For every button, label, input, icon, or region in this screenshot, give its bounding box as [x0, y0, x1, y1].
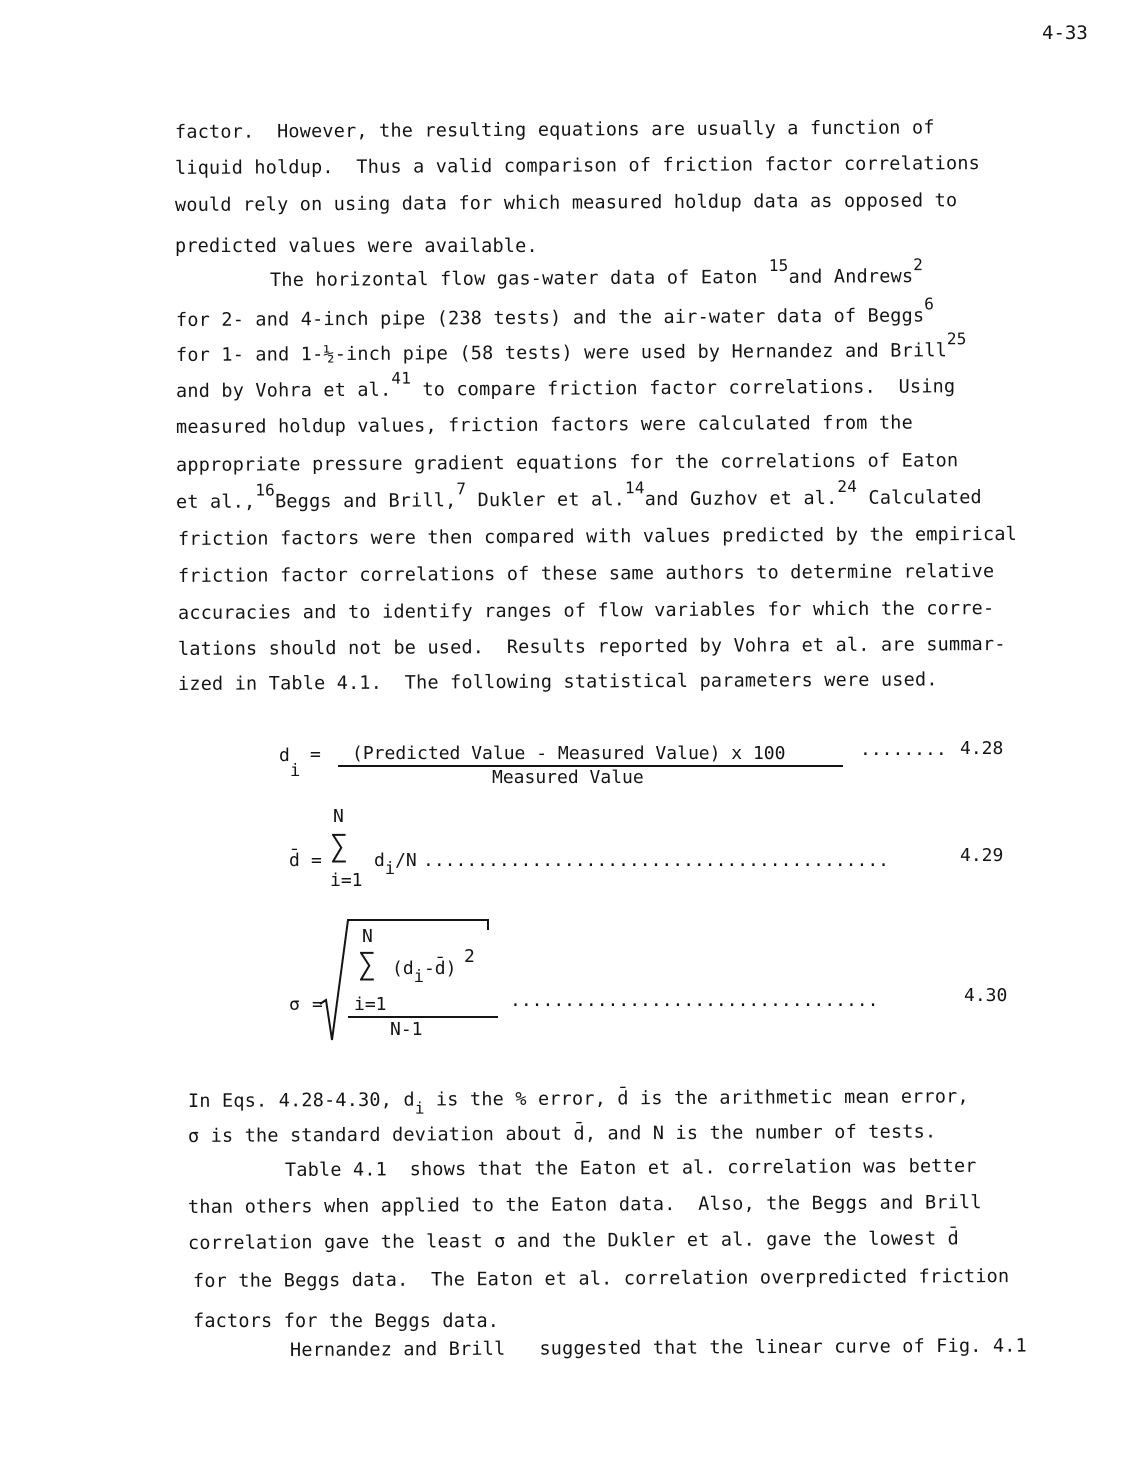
paragraph4-line-2: than others when applied to the Eaton data. Also, the Beggs and Brill — [187, 1192, 982, 1218]
paragraph1-line-2: liquid holdup. Thus a valid comparison of friction factor correlations — [174, 153, 981, 179]
reference-superscript: 6 — [924, 294, 935, 314]
paragraph2-line-6: appropriate pressure gradient equations for the correlations of Eaton — [175, 450, 959, 476]
reference-superscript: 41 — [391, 368, 412, 388]
reference-superscript: 2 — [913, 255, 924, 275]
eq429-lower-limit: i=1 — [330, 870, 363, 891]
eq428-lhs: d — [279, 745, 290, 766]
paragraph3-line-2: σ is the standard deviation about d̄, and N is the number of tests. — [187, 1121, 937, 1147]
paragraph4-line-4: for the Beggs data. The Eaton et al. correlation overpredicted friction — [192, 1266, 1010, 1292]
eq429-equals: = — [311, 850, 322, 871]
paragraph5-line-1: Hernandez and Brill suggested that the linear curve of Fig. 4.1 — [289, 1335, 1028, 1361]
text: et al., — [175, 491, 256, 513]
text: to compare friction factor correlations. Using — [411, 376, 956, 401]
text: and Guzhov et al. — [644, 487, 838, 511]
paragraph2-line-3 — [175, 329, 967, 366]
eq429-leader-dots: ........................................... — [423, 850, 889, 871]
reference-superscript: 25 — [946, 329, 967, 349]
text: In Eqs. 4.28-4.30, d — [187, 1089, 415, 1112]
eq430-lower-limit: i=1 — [354, 994, 387, 1015]
eq428-equals: = — [310, 744, 321, 765]
text: (d — [392, 958, 414, 979]
summation-icon: ∑ — [330, 829, 349, 864]
text: Calculated — [857, 487, 982, 509]
reference-superscript: 16 — [255, 480, 276, 500]
text: is the % error, d̄ is the arithmetic mean error, — [424, 1086, 969, 1111]
paragraph2-line-5: measured holdup values, friction factors were calculated from the — [175, 412, 914, 438]
paragraph2-line-4 — [175, 368, 956, 402]
eq428-numerator: (Predicted Value - Measured Value) x 100 — [352, 743, 786, 764]
eq430-number: 4.30 — [964, 985, 1008, 1006]
eq430-leader-dots: .................................. — [510, 990, 879, 1011]
page-number: 4-33 — [1042, 22, 1088, 44]
paragraph2-line-1 — [269, 255, 924, 291]
eq430-body — [392, 958, 457, 987]
text: Beggs and Brill, — [274, 490, 457, 513]
paragraph2-line-12: ized in Table 4.1. The following statistical parameters were used. — [177, 669, 938, 695]
eq429-lhs: d̄ — [289, 850, 300, 871]
paragraph4-line-1: Table 4.1 shows that the Eaton et al. correlation was better — [284, 1155, 977, 1181]
eq430-upper-limit: N — [362, 926, 373, 947]
eq428-number: 4.28 — [960, 738, 1004, 759]
paragraph2-line-2 — [175, 294, 935, 331]
paragraph2-line-11: lations should not be used. Results reported by Vohra et al. are summar- — [177, 633, 1006, 660]
paragraph2-line-8: friction factors were then compared with values predicted by the empirical — [177, 523, 1018, 550]
eq428-leader-dots: ........ — [860, 739, 947, 760]
subscript: i — [414, 1098, 425, 1118]
paragraph3-line-1 — [187, 1086, 969, 1118]
text: /N — [395, 850, 417, 871]
eq428-denominator: Measured Value — [492, 767, 644, 788]
eq430-lhs: σ — [289, 994, 300, 1015]
summation-icon: ∑ — [358, 947, 377, 982]
eq430-equals: = — [312, 994, 323, 1015]
paragraph1-line-1: factor. However, the resulting equations are usually a function of — [174, 117, 935, 143]
reference-superscript: 14 — [624, 478, 645, 498]
text: and Andrews — [788, 266, 914, 288]
fraction-bar — [348, 1016, 498, 1018]
paragraph2-line-10: accuracies and to identify ranges of flow variables for which the corre- — [177, 598, 995, 624]
reference-superscript: 7 — [456, 479, 467, 499]
eq429-body — [374, 850, 417, 879]
text: d — [374, 850, 385, 871]
eq429-upper-limit: N — [333, 806, 344, 827]
reference-superscript: 24 — [837, 476, 858, 496]
paragraph2-line-7 — [175, 476, 982, 513]
text: -d̄) — [423, 958, 457, 979]
paragraph2-line-9: friction factor correlations of these same authors to determine relative — [177, 561, 995, 587]
text: for 2- and 4-inch pipe (238 tests) and the air-water data of Beggs — [175, 305, 925, 331]
eq428-lhs-subscript: i — [290, 761, 301, 781]
text: The horizontal flow gas-water data of Eaton — [269, 267, 758, 291]
paragraph1-line-3: would rely on using data for which measured holdup data as opposed to — [174, 190, 958, 216]
text: for 1- and 1-½-inch pipe (58 tests) were used by Hernandez and Brill — [175, 340, 948, 366]
eq430-denominator: N-1 — [390, 1019, 423, 1040]
paragraph4-line-5: factors for the Beggs data. — [193, 1311, 500, 1332]
subscript: i — [384, 859, 396, 879]
eq430-power: 2 — [464, 946, 475, 967]
reference-superscript: 15 — [768, 255, 789, 275]
text: Dukler et al. — [466, 489, 626, 512]
text: and by Vohra et al. — [175, 379, 392, 402]
subscript: i — [413, 967, 424, 987]
eq429-number: 4.29 — [960, 845, 1004, 866]
paragraph4-line-3: correlation gave the least σ and the Dukler et al. gave the lowest d̄ — [187, 1228, 960, 1254]
paragraph1-line-4: predicted values were available. — [175, 236, 538, 257]
